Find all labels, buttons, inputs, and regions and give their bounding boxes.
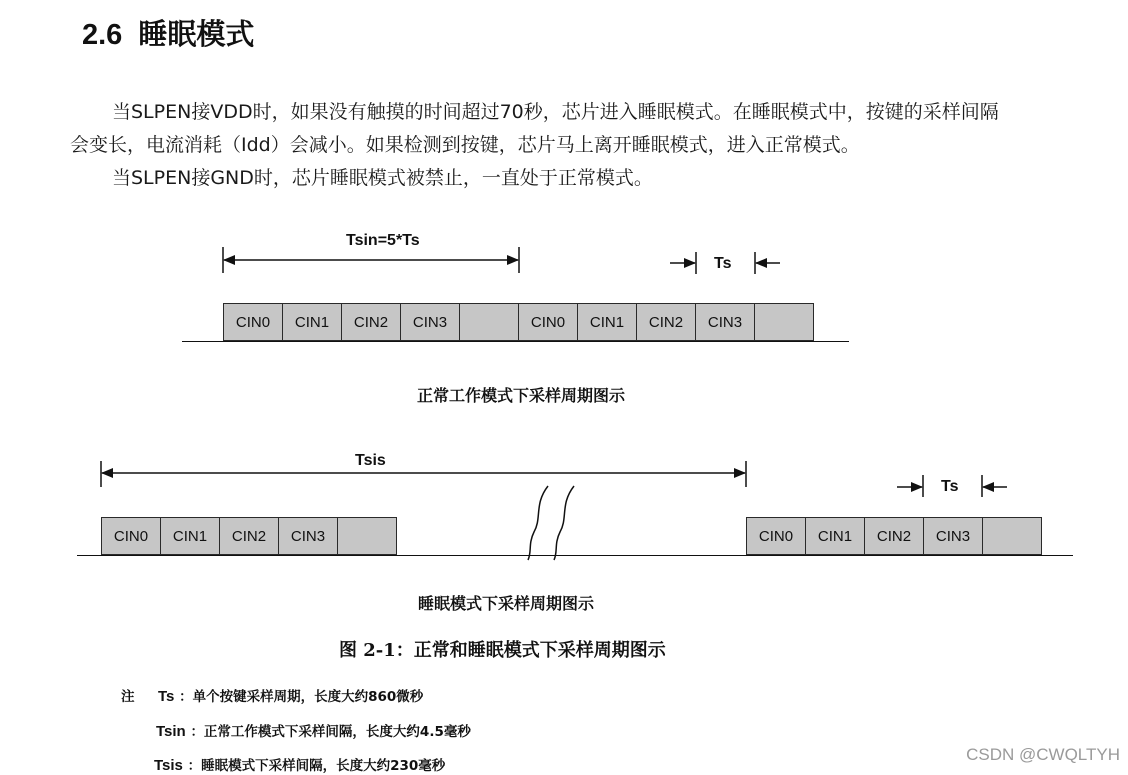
tsin-label: Tsin=5*Ts xyxy=(346,232,420,249)
sample-cell: CIN2 xyxy=(341,303,401,341)
time-break-mark xyxy=(528,486,574,560)
sample-cell: CIN3 xyxy=(278,517,338,555)
tsis-dimension xyxy=(101,461,746,487)
note-symbol: Tsis xyxy=(154,757,183,774)
note-1 xyxy=(121,685,423,705)
sample-cell: CIN1 xyxy=(805,517,865,555)
paragraph-2: 当SLPEN接GND时，芯片睡眠模式被禁止，一直处于正常模式。 xyxy=(112,167,653,189)
note-symbol: Ts xyxy=(158,688,175,705)
watermark: CSDN @CWQLTYH xyxy=(966,745,1120,764)
sample-cell: CIN2 xyxy=(636,303,696,341)
sample-cell: CIN1 xyxy=(577,303,637,341)
tsis-label: Tsis xyxy=(355,452,386,469)
sample-cell: CIN3 xyxy=(400,303,460,341)
sample-cell: CIN1 xyxy=(160,517,220,555)
note-text: ：睡眠模式下采样间隔，长度大约230毫秒 xyxy=(187,758,446,774)
ts-label-sleep: Ts xyxy=(941,478,959,495)
note-text: ：正常工作模式下采样间隔，长度大约4.5毫秒 xyxy=(190,724,471,740)
ts-label-normal: Ts xyxy=(714,255,732,272)
normal-caption: 正常工作模式下采样周期图示 xyxy=(417,386,626,405)
sample-cell: CIN2 xyxy=(219,517,279,555)
sample-cell xyxy=(754,303,814,341)
sample-cell xyxy=(459,303,519,341)
note-text: ：单个按键采样周期，长度大约860微秒 xyxy=(179,689,424,705)
sample-cell xyxy=(982,517,1042,555)
sample-cell: CIN0 xyxy=(518,303,578,341)
figure-caption: 图 2-1：正常和睡眠模式下采样周期图示 xyxy=(339,640,666,661)
note-symbol: Tsin xyxy=(156,723,186,740)
sample-cell: CIN0 xyxy=(746,517,806,555)
sample-cell: CIN1 xyxy=(282,303,342,341)
sample-cell xyxy=(337,517,397,555)
section-number: 2.6 xyxy=(82,19,123,51)
note-3 xyxy=(154,754,445,774)
paragraph-1-line-2: 会变长，电流消耗（Idd）会减小。如果检测到按键，芯片马上离开睡眠模式，进入正常模式。 xyxy=(70,134,860,156)
note-prefix: 注 xyxy=(121,689,135,705)
sleep-baseline xyxy=(77,555,1073,556)
sample-cell: CIN3 xyxy=(923,517,983,555)
sample-cell: CIN0 xyxy=(101,517,161,555)
paragraph-1-line-1: 当SLPEN接VDD时，如果没有触摸的时间超过70秒，芯片进入睡眠模式。在睡眠模式中，按键的采样间隔 xyxy=(112,101,999,123)
tsin-dimension xyxy=(223,247,519,273)
note-2 xyxy=(156,720,471,740)
normal-baseline xyxy=(182,341,849,342)
sample-cell: CIN2 xyxy=(864,517,924,555)
section-title: 睡眠模式 xyxy=(138,17,255,51)
sleep-caption: 睡眠模式下采样周期图示 xyxy=(418,594,595,613)
sample-cell: CIN0 xyxy=(223,303,283,341)
sample-cell: CIN3 xyxy=(695,303,755,341)
